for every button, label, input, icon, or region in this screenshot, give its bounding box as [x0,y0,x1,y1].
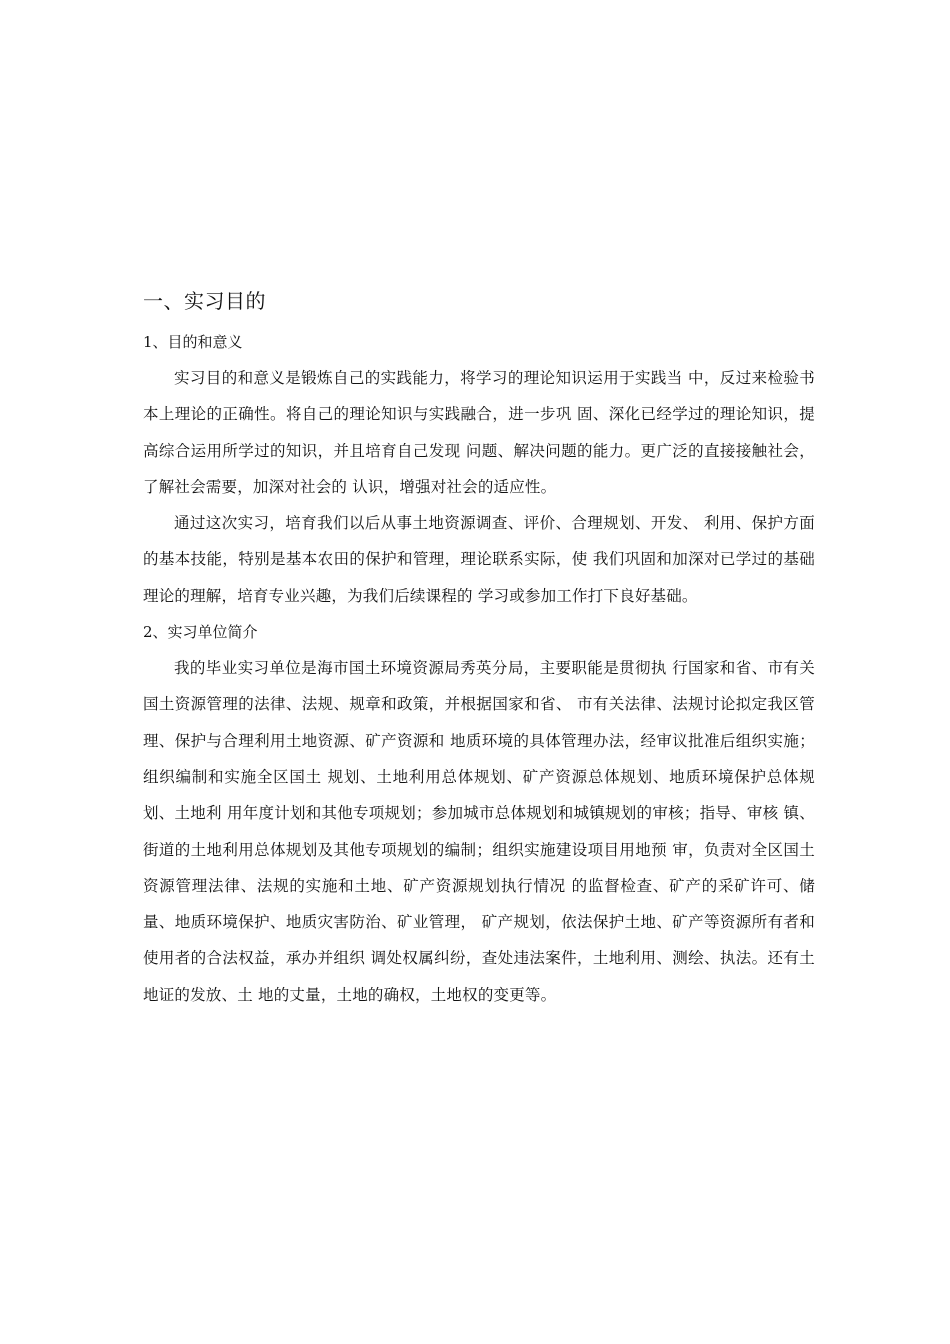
document-body [143,284,815,1013]
paragraph-purpose-meaning: 实习目的和意义是锻炼自己的实践能力，将学习的理论知识运用于实践当 中，反过来检验书本上理论的正确性。将自己的理论知识与实践融合，进一步巩 固、深化已经学过的理论知识，提高综合运用所学过的知识，并且培育自己发现 问题、解决问题的能力。更广泛的直接接触社会，了解社会需要，加深对社会的 认识，增强对社会的适应性。 [143,369,815,496]
paragraph-purpose-skills: 通过这次实习，培育我们以后从事土地资源调查、评价、合理规划、开发、 利用、保护方面的基本技能，特别是基本农田的保护和管理，理论联系实际，使 我们巩固和加深对已学过的基础理论的理解，培育专业兴趣，为我们后续课程的 学习或参加工作打下良好基础。 [143,514,815,605]
subsection-title-purpose: 1、目的和意义 [143,333,243,351]
subsection-title-unit-intro: 2、实习单位简介 [143,623,258,642]
paragraph-unit-intro: 我的毕业实习单位是海市国土环境资源局秀英分局，主要职能是贯彻执 行国家和省、市有关国土资源管理的法律、法规、规章和政策，并根据国家和省、 市有关法律、法规讨论拟定我区管理、保护与合理利用土地资源、矿产资源和 地质环境的具体管理办法，经审议批准后组织实施；组织编制和实施全区国土 规划、土地利用总体规划、矿产资源总体规划、地质环境保护总体规划、土地利 用年度计划和其他专项规划；参加城市总体规划和城镇规划的审核；指导、审核 镇、街道的土地利用总体规划及其他专项规划的编制；组织实施建设项目用地预 审，负责对全区国土资源管理法律、法规的实施和土地、矿产资源规划执行情况 的监督检查、矿产的采矿许可、储量、地质环境保护、地质灾害防治、矿业管理， 矿产规划，依法保护土地、矿产等资源所有者和使用者的合法权益，承办并组织 调处权属纠纷，查处违法案件，土地利用、测绘、执法。还有土地证的发放、土 地的丈量，土地的确权，土地权的变更等。 [143,659,815,1004]
section-title: 一、实习目的 [143,289,266,313]
